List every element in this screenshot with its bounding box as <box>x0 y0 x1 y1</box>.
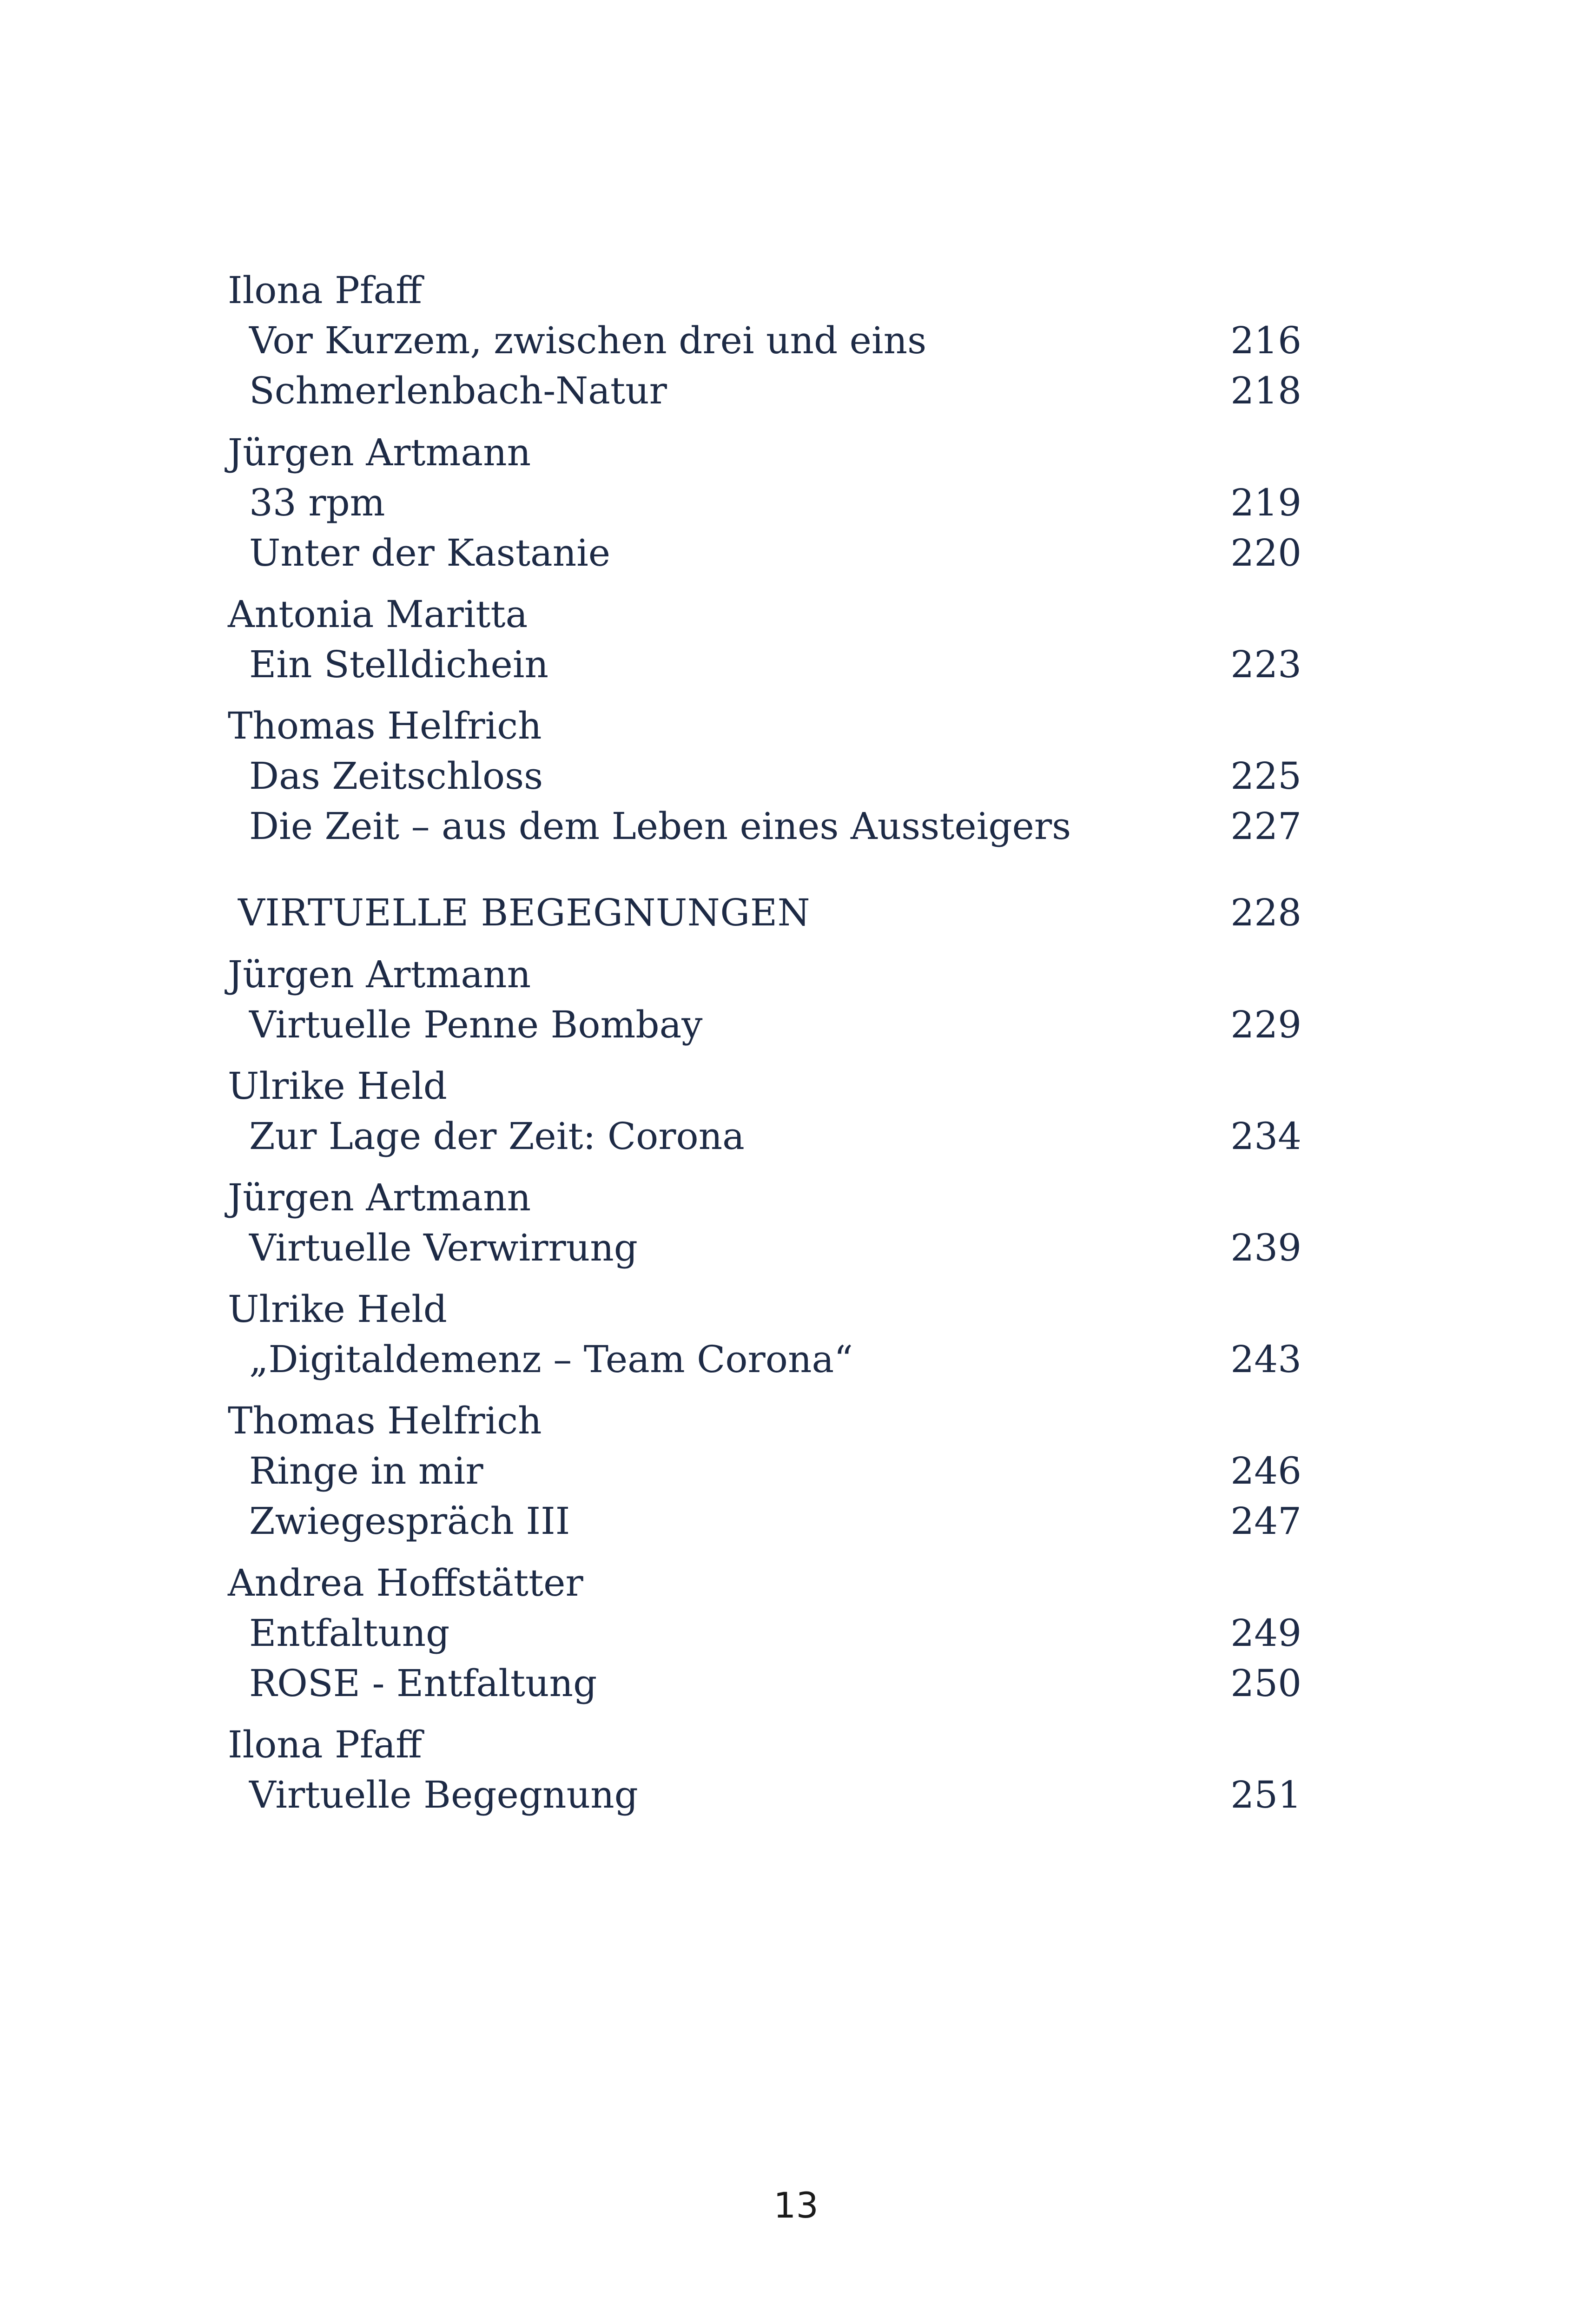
page-ref: 247 <box>1230 1499 1301 1543</box>
toc-title-line <box>228 1222 1301 1274</box>
toc-title-line <box>228 1769 1301 1821</box>
work-title: Virtuelle Begegnung <box>249 1773 638 1816</box>
work-title: Schmerlenbach-Natur <box>249 369 667 412</box>
toc-author-line <box>228 589 1301 640</box>
toc-title-line <box>228 1496 1301 1547</box>
toc-title-line <box>228 1334 1301 1385</box>
toc-author-line <box>228 1061 1301 1112</box>
section-title: VIRTUELLE BEGEGNUNGEN <box>238 891 811 934</box>
page-number: 13 <box>773 2185 819 2226</box>
toc-author-line <box>228 1395 1301 1446</box>
page-ref: 229 <box>1230 1003 1301 1046</box>
page-ref: 218 <box>1230 369 1301 412</box>
page-ref: 239 <box>1230 1226 1301 1269</box>
toc-author-line <box>228 700 1301 752</box>
toc-author-line <box>228 1284 1301 1335</box>
author-name: Jürgen Artmann <box>228 953 531 996</box>
toc-title-line <box>228 1111 1301 1162</box>
page-ref: 250 <box>1230 1662 1301 1705</box>
toc-title-line <box>228 1446 1301 1497</box>
author-name: Ilona Pfaff <box>228 1723 422 1766</box>
toc-title-line <box>228 528 1301 579</box>
work-title: Unter der Kastanie <box>249 531 611 574</box>
page-ref: 223 <box>1230 643 1301 686</box>
author-name: Jürgen Artmann <box>228 431 531 474</box>
work-title: Zur Lage der Zeit: Corona <box>249 1115 745 1158</box>
work-title: 33 rpm <box>249 481 385 524</box>
page-ref: 246 <box>1230 1449 1301 1492</box>
author-name: Ulrike Held <box>228 1064 447 1108</box>
toc-author-line <box>228 427 1301 478</box>
page-ref: 249 <box>1230 1611 1301 1655</box>
toc-title-line <box>228 1608 1301 1659</box>
work-title: Virtuelle Verwirrung <box>249 1226 638 1269</box>
toc-author-line <box>228 1558 1301 1609</box>
work-title: Entfaltung <box>249 1611 450 1655</box>
work-title: Vor Kurzem, zwischen drei und eins <box>249 319 927 362</box>
work-title: ROSE - Entfaltung <box>249 1662 597 1705</box>
work-title: Das Zeitschloss <box>249 754 543 798</box>
work-title: „Digitaldemenz – Team Corona“ <box>249 1338 853 1381</box>
toc-author-line <box>228 1719 1301 1770</box>
author-name: Ilona Pfaff <box>228 269 422 312</box>
page-ref: 219 <box>1230 481 1301 524</box>
toc-author-line <box>228 1172 1301 1223</box>
toc-title-line <box>228 639 1301 690</box>
page-ref: 243 <box>1230 1338 1301 1381</box>
toc-title-line <box>228 999 1301 1050</box>
toc-title-line <box>228 751 1301 802</box>
toc-title-line <box>228 315 1301 366</box>
author-name: Thomas Helfrich <box>228 1399 542 1442</box>
page-ref: 228 <box>1230 891 1301 934</box>
toc-author-line <box>228 949 1301 1000</box>
work-title: Zwiegespräch III <box>249 1499 570 1543</box>
author-name: Jürgen Artmann <box>228 1176 531 1219</box>
work-title: Die Zeit – aus dem Leben eines Aussteigers <box>249 805 1071 848</box>
page-ref: 234 <box>1230 1115 1301 1158</box>
page-ref: 220 <box>1230 531 1301 574</box>
author-name: Andrea Hoffstätter <box>228 1561 583 1604</box>
author-name: Thomas Helfrich <box>228 704 542 747</box>
page-ref: 216 <box>1230 319 1301 362</box>
toc-section-heading <box>228 887 1301 938</box>
page-ref: 251 <box>1230 1773 1301 1816</box>
toc-title-line <box>228 477 1301 528</box>
page-ref: 225 <box>1230 754 1301 798</box>
page-ref: 227 <box>1230 805 1301 848</box>
toc-author-line <box>228 265 1301 316</box>
work-title: Ein Stelldichein <box>249 643 548 686</box>
author-name: Antonia Maritta <box>228 593 528 636</box>
toc-title-line <box>228 365 1301 416</box>
toc-title-line <box>228 801 1301 852</box>
toc-title-line <box>228 1658 1301 1709</box>
work-title: Ringe in mir <box>249 1449 483 1492</box>
author-name: Ulrike Held <box>228 1287 447 1331</box>
work-title: Virtuelle Penne Bombay <box>249 1003 703 1046</box>
